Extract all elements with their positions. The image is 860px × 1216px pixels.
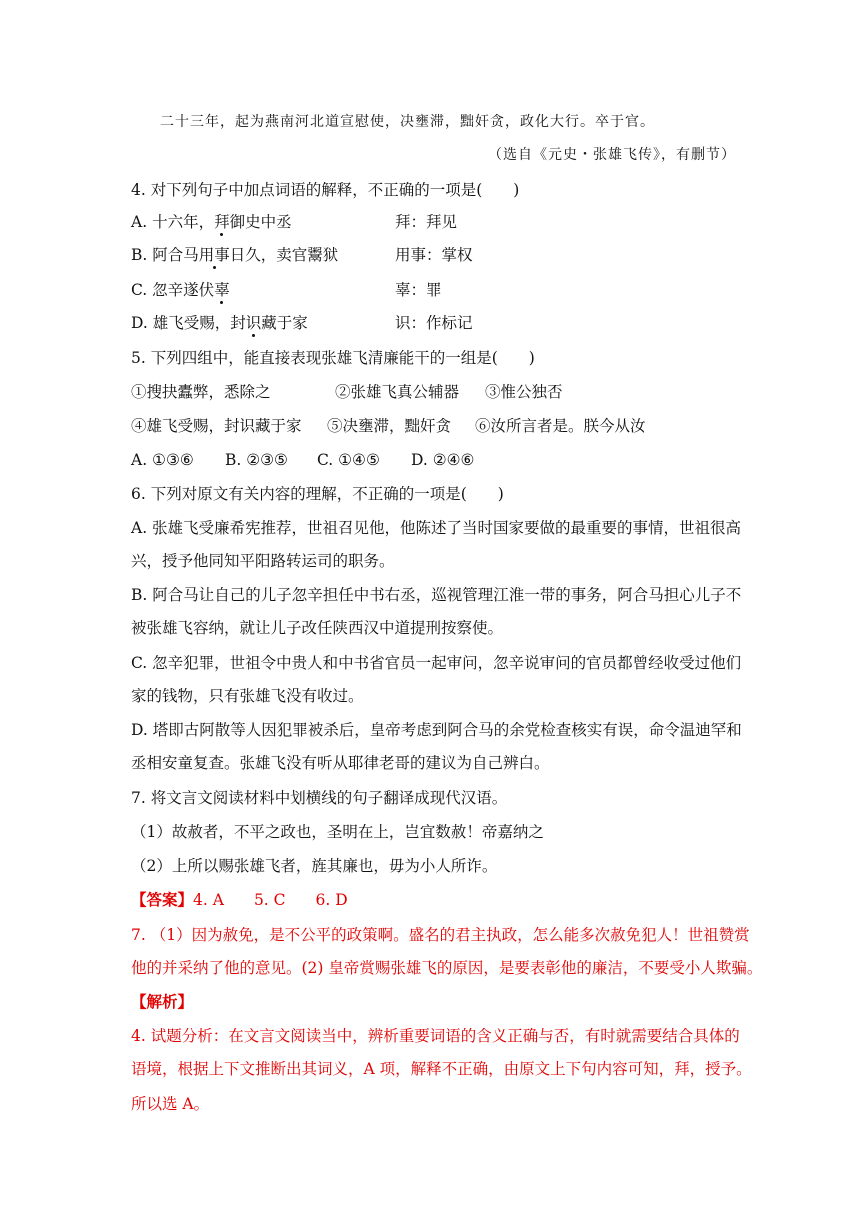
answer-4: 4. A xyxy=(193,891,224,909)
q6-line: B. 阿合马让自己的儿子忽辛担任中书右丞，巡视管理江淮一带的事务，阿合马担心儿子不 xyxy=(131,586,742,604)
q4-option-c-explanation: 辜：罪 xyxy=(395,281,442,299)
passage-line: 二十三年，起为燕南河北道宣慰使，决壅滞，黜奸贪，政化大行。卒于官。 xyxy=(160,114,655,130)
answer-7-line-1: 7. （1）因为赦免，是不公平的政策啊。盛名的君主执政，怎么能多次赦免犯人！世祖赞赏 xyxy=(131,926,750,944)
dotted-word: 拜 xyxy=(214,213,230,231)
answer-6: 6. D xyxy=(315,891,348,909)
passage-source: （选自《元史・张雄飞传》，有删节） xyxy=(488,147,736,163)
analysis-line-3: 所以选 A。 xyxy=(131,1095,210,1113)
q6-line: C. 忽辛犯罪，世祖令中贵人和中书省官员一起审问，忽辛说审问的官员都曾经收受过他们 xyxy=(131,654,742,672)
q4-option-a-explanation: 拜：拜见 xyxy=(395,213,458,231)
q4-option-b-explanation: 用事：掌权 xyxy=(395,246,473,264)
answer-7-line-2: 他的并采纳了他的意见。(2) 皇帝赏赐张雄飞的原因，是要表彰他的廉洁，不要受小人欺骗。 xyxy=(131,959,763,977)
q6-line: A. 张雄飞受廉希宪推荐，世祖召见他，他陈述了当时国家要做的最重要的事情，世祖很高 xyxy=(131,519,742,537)
q5-stem: 5. 下列四组中，能直接表现张雄飞清廉能干的一组是( ) xyxy=(131,349,535,367)
q4-option-a: A. 十六年，拜御史中丞 xyxy=(131,213,292,231)
answer-tag: 【答案】 xyxy=(131,890,194,909)
dotted-word: 用事 xyxy=(198,246,230,264)
q7-sentence-2: （2）上所以赐张雄飞者，旌其廉也，毋为小人所诈。 xyxy=(131,857,498,875)
dotted-word: 识 xyxy=(245,314,262,332)
analysis-tag: 【解析】 xyxy=(131,992,194,1011)
analysis-line-2: 语境，根据上下文推断出其词义，A 项，解释不正确，由原文上下句内容可知，拜，授予。 xyxy=(131,1060,752,1078)
answer-line xyxy=(131,890,348,910)
analysis-line-1: 4. 试题分析：在文言文阅读当中，辨析重要词语的含义正确与否，有时就需要结合具体的 xyxy=(131,1027,740,1045)
q6-line: 丞相安童复查。张雄飞没有听从耶律老哥的建议为自己辨白。 xyxy=(131,754,550,772)
q4-stem: 4. 对下列句子中加点词语的解释，不正确的一项是( ) xyxy=(131,181,520,199)
dotted-word: 辜 xyxy=(214,281,230,299)
q6-stem: 6. 下列对原文有关内容的理解，不正确的一项是( ) xyxy=(131,485,504,503)
q6-line: 兴，授予他同知平阳路转运司的职务。 xyxy=(131,552,395,570)
document-page: 二十三年，起为燕南河北道宣慰使，决壅滞，黜奸贪，政化大行。卒于官。 （选自《元史・张雄飞传》，有删节） 4. 对下列句子中加点词语的解释，不正确的一项是( ) A. 十六年，拜御史中丞 拜：拜见 B. 阿合马用事日久，卖官鬻狱 用事：掌权 C. 忽辛遂伏辜 辜：罪 D. 雄飞受赐，封识藏于家 识：作标记 5. 下列四组中，能直接表现张雄飞清廉能干的一组是( ) ①搜抉蠹弊，悉除之 ②张雄飞真公辅器 ③惟公独否 ④雄飞受赐，封识藏于家 ⑤决壅滞，黜奸贪 ⑥汝所言者是。朕今从汝 A. ①③⑥ B. ②③⑤ C. ①④⑤ D. ②④⑥ 6. 下列对原文有关内容的理解，不正确的一项是( ) A. 张雄飞受廉希宪推荐，世祖召见他，他陈述了当时国家要做的最重要的事情，世祖很高 兴，授予他同知平阳路转运司的职务。 B. 阿合马让自己的儿子忽辛担任中书右丞，巡视管理江淮一带的事务，阿合马担心儿子不 被张雄飞容纳，就让儿子改任陕西汉中道提刑按察使。 C. 忽辛犯罪，世祖令中贵人和中书省官员一起审问，忽辛说审问的官员都曾经收受过他们 家的钱物，只有张雄飞没有收过。 D. 塔即古阿散等人因犯罪被杀后，皇帝考虑到阿合马的余党检查核实有误，命令温迪罕和 丞相安童复查。张雄飞没有听从耶律老哥的建议为自己辨白。 7. 将文言文阅读材料中划横线的句子翻译成现代汉语。 （1）故赦者，不平之政也，圣明在上，岂宜数赦！帝嘉纳之 （2）上所以赐张雄飞者，旌其廉也，毋为小人所诈。 【答案】4. A 5. C 6. D 7. （1）因为赦免，是不公平的政策啊。盛名的君主执政，怎么能多次赦免犯人！世祖赞赏 他的并采纳了他的意见。(2) 皇帝赏赐张雄飞的原因，是要表彰他的廉洁，不要受小人欺骗。 【解析】 4. 试题分析：在文言文阅读当中，辨析重要词语的含义正确与否，有时就需要结合具体的 语境，根据上下文推断出其词义，A 项，解释不正确，由原文上下句内容可知，拜，授予。 所以选 A。 xyxy=(131,114,763,1113)
q6-line: 被张雄飞容纳，就让儿子改任陕西汉中道提刑按察使。 xyxy=(131,619,504,637)
q4-option-d-explanation: 识：作标记 xyxy=(395,314,473,332)
q4-option-b: B. 阿合马用事日久，卖官鬻狱 xyxy=(131,246,339,264)
q7-stem: 7. 将文言文阅读材料中划横线的句子翻译成现代汉语。 xyxy=(131,789,508,807)
q4-option-c: C. 忽辛遂伏辜 xyxy=(131,281,230,299)
q6-line: D. 塔即古阿散等人因犯罪被杀后，皇帝考虑到阿合马的余党检查核实有误，命令温迪罕和 xyxy=(131,721,742,739)
q6-line: 家的钱物，只有张雄飞没有收过。 xyxy=(131,687,364,705)
q7-sentence-1: （1）故赦者，不平之政也，圣明在上，岂宜数赦！帝嘉纳之 xyxy=(131,823,544,841)
q4-option-d: D. 雄飞受赐，封识藏于家 xyxy=(131,314,308,332)
answer-5: 5. C xyxy=(253,891,286,909)
